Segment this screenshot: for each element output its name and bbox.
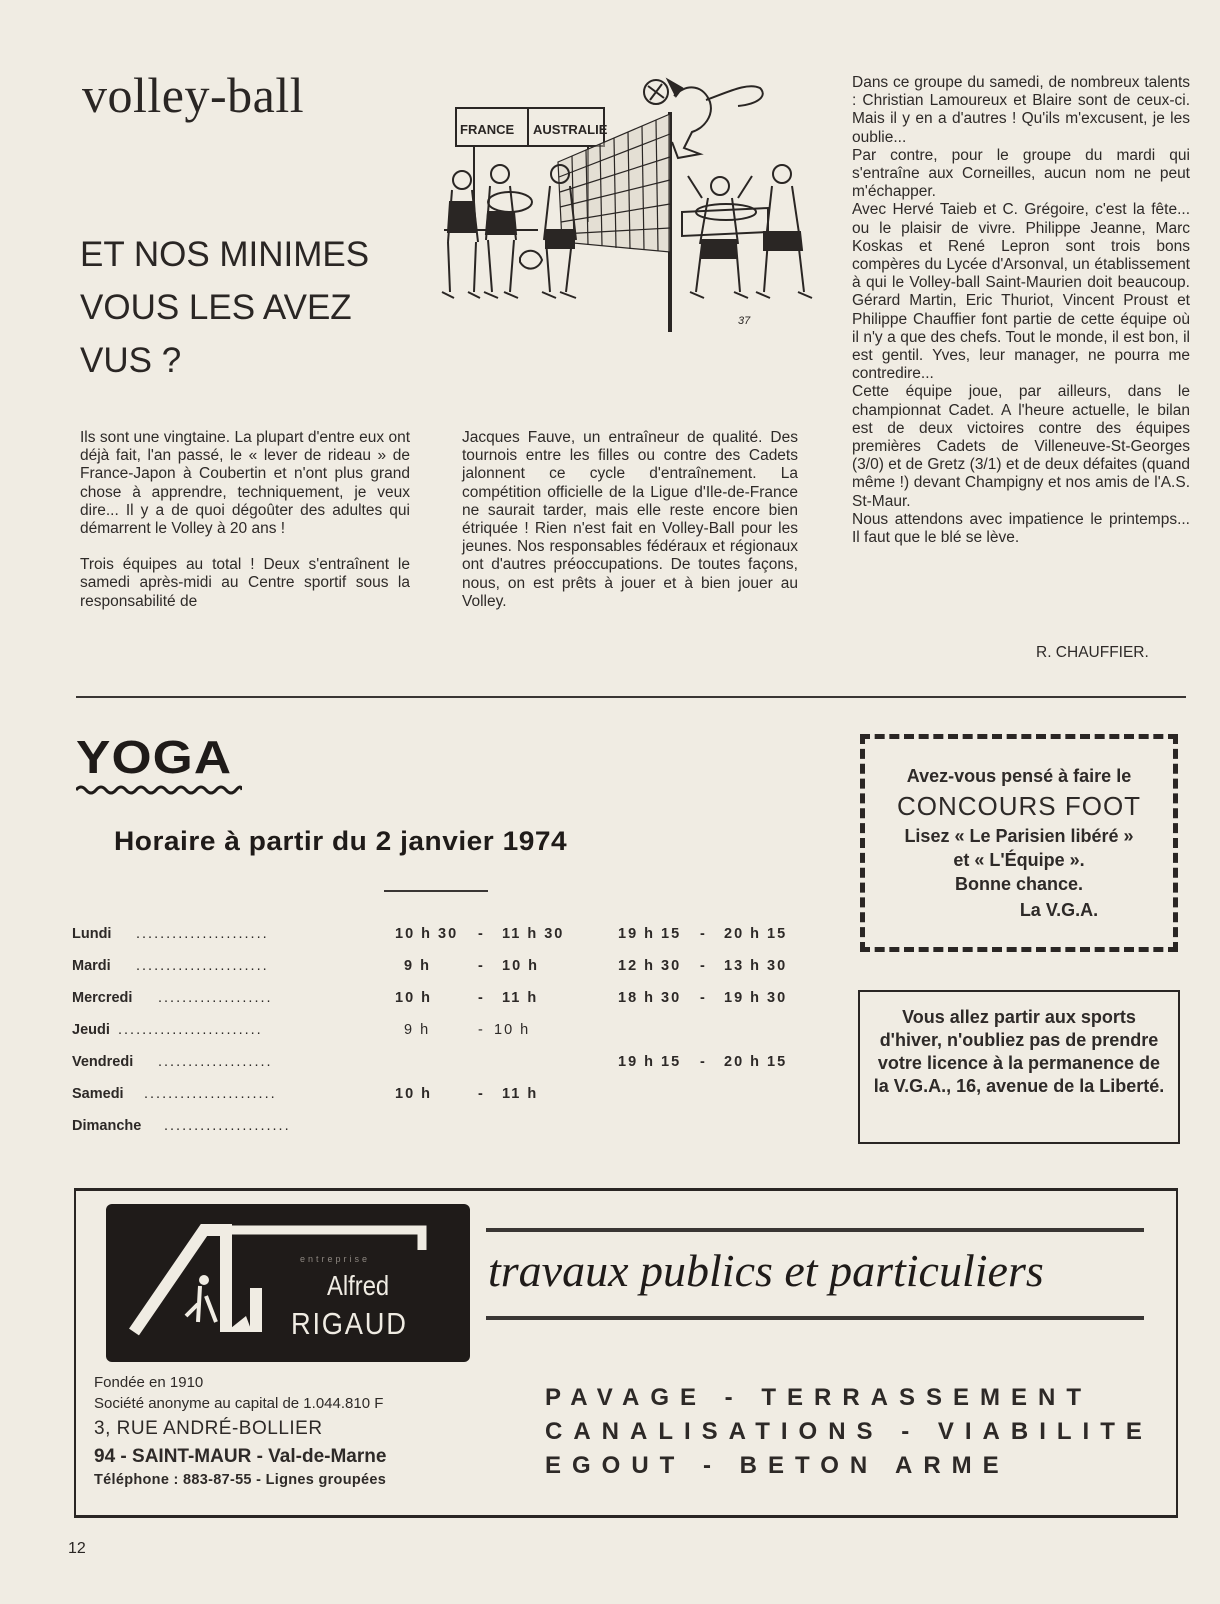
cartoon-signature: 37: [738, 315, 751, 327]
wavy-underline: [76, 784, 242, 796]
schedule-row: [72, 958, 832, 986]
author-signature: R. CHAUFFIER.: [1036, 644, 1149, 661]
schedule-row: [72, 1022, 832, 1050]
schedule-end-1: 11 h: [502, 990, 539, 1006]
schedule-dash-1: -: [478, 958, 483, 974]
schedule-day: Mardi: [72, 958, 111, 974]
sports-box-text: Vous allez partir aux sports d'hiver, n'oubliez pas de prendre votre licence à la permanence de la V.G.A., 16, avenue de la Liberté.: [873, 1007, 1165, 1096]
tagline-rule-top: [486, 1228, 1144, 1232]
schedule-dots: ...................: [158, 1054, 273, 1070]
schedule-end-1: 11 h: [502, 1086, 539, 1102]
schedule-dots: ......................: [136, 958, 269, 974]
schedule-end-2: 13 h 30: [724, 958, 788, 974]
concours-line-1: Avez-vous pensé à faire le: [906, 766, 1132, 786]
article-column-2: [462, 429, 798, 611]
schedule-start-1: 10 h 30: [395, 926, 459, 942]
schedule-dash-2: -: [700, 958, 705, 974]
schedule-row: [72, 990, 832, 1018]
schedule-row: [72, 1054, 832, 1082]
concours-line-2: CONCOURS FOOT: [896, 791, 1142, 821]
schedule-end-2: 20 h 15: [724, 1054, 788, 1070]
players-right: [682, 165, 812, 298]
schedule-day: Jeudi: [72, 1022, 110, 1038]
schedule-dash-2: -: [700, 926, 705, 942]
page-number: 12: [68, 1540, 86, 1557]
tagline: travaux publics et particuliers: [488, 1245, 1044, 1296]
schedule-start-1: 9 h: [404, 958, 431, 974]
headline: ET NOS MINIMES VOUS LES AVEZ VUS ?: [80, 235, 370, 380]
schedule-day: Mercredi: [72, 990, 133, 1006]
logo-small-text: entreprise: [300, 1254, 371, 1264]
article-column-1: [80, 429, 410, 611]
schedule-dots: ...................: [158, 990, 273, 1006]
schedule-start-1: 9 h: [404, 1022, 431, 1038]
schedule-dash-1: -: [478, 926, 483, 942]
phone-text: Téléphone : 883-87-55 - Lignes groupées: [94, 1472, 387, 1488]
logo-emblem-icon: [106, 1204, 470, 1362]
schedule-dash-1: -: [478, 1086, 483, 1102]
concours-line-3: Lisez « Le Parisien libéré »: [904, 826, 1134, 846]
schedule-end-1: 10 h: [502, 958, 540, 974]
schedule-day: Samedi: [72, 1086, 124, 1102]
schedule-dots: .....................: [164, 1118, 291, 1134]
section-title: volley-ball: [82, 67, 305, 123]
col3-text: Dans ce groupe du samedi, de nombreux talents : Christian Lamoureux et Blaire sont de ceux-ci. Mais il y en a d'autres ! Qu'ils m'excusent, je les oublie... Par contre, pour le groupe du mardi qui s'entraîne aux Corneilles, aucun nom ne peut m'échapper. Avec Hervé Taieb et C. Grégoire, c'est la fête... ou le plaisir de vivre. Philippe Jeanne, Marc Koskas et René Lepron sont trois bons compères du Lycée d'Arsonval, un établissement à qui le Volley-ball Saint-Maurien doit beaucoup. Gérard Martin, Eric Thuriot, Vincent Proust et Philippe Chauffier font partie de cette équipe où il n'y a que des chefs. Tout le monde, il est bon, il est gentil. Yves, leur manager, ne pourra me contredire... Cette équipe joue, par ailleurs, dans le championnat Cadet. A l'heure actuelle, le bilan est de deux victoires contre des équipes premières Cadets de Villeneuve-St-Georges (3/0) et de Gretz (3/1) et de deux défaites (quand même !) devant Champigny et nos amis de l'A.S. St-Maur. Nous attendons avec impatience le printemps... Il faut que le blé se lève.: [852, 74, 1190, 547]
schedule-dash-2: -: [700, 990, 705, 1006]
schedule-start-2: 12 h 30: [618, 958, 682, 974]
schedule-end-2: 20 h 15: [724, 926, 788, 942]
schedule-dots: ......................: [136, 926, 269, 942]
col1-paragraph-1: Ils sont une vingtaine. La plupart d'entre eux ont déjà fait, l'an passé, le « lever de rideau » de France-Japon à Coubertin et n'ont plus grand chose à apprendre, techniquement, je veux dire... Il y a de quoi dégoûter des adultes qui démarrent le Volley à 20 ans !: [80, 429, 410, 538]
concours-box-text: [866, 764, 1172, 924]
schedule-day: Dimanche: [72, 1118, 142, 1134]
schedule-dash-2: -: [700, 1054, 705, 1070]
capital-text: Société anonyme au capital de 1.044.810 F: [94, 1395, 384, 1412]
logo-name-first: Alfred: [327, 1270, 390, 1301]
schedule-end-1: 10 h: [494, 1022, 531, 1038]
col1-paragraph-2: Trois équipes au total ! Deux s'entraînent le samedi après-midi au Centre sportif sous la responsabilité de: [80, 556, 410, 610]
schedule-dash-1: -: [478, 1022, 483, 1038]
volleyball-cartoon: [438, 62, 830, 344]
founded-text: Fondée en 1910: [94, 1374, 204, 1391]
schedule-row: [72, 1086, 832, 1114]
schedule-start-2: 19 h 15: [618, 1054, 682, 1070]
players-left: [442, 165, 576, 298]
schedule-start-1: 10 h: [395, 1086, 433, 1102]
subtitle-rule: [384, 890, 488, 892]
schedule-start-2: 18 h 30: [618, 990, 682, 1006]
schedule-dash-1: -: [478, 990, 483, 1006]
schedule-start-2: 19 h 15: [618, 926, 682, 942]
section-divider: [76, 696, 1186, 698]
schedule-day: Lundi: [72, 926, 112, 942]
article-column-3: [852, 74, 1190, 547]
col2-paragraph-1: Jacques Fauve, un entraîneur de qualité. Des tournois entre les filles ou contre des Cadets jalonnent ce cycle d'entraînement. La compétition officielle de la Ligue d'Ile-de-France ne saurait tarder, mais elle reste encore bien étriquée ! Rien n'est fait en Volley-Ball pour les jeunes. Nos responsables fédéraux et régionaux ont d'autres préoccupations. De toutes façons, nous, on est prêts à jouer et à bien jouer au Volley.: [462, 429, 798, 610]
services-line-2: CANALISATIONS - VIABILITE: [545, 1418, 1153, 1445]
concours-line-5: Bonne chance.: [954, 874, 1084, 894]
schedule-day: Vendredi: [72, 1054, 134, 1070]
logo-name-last: RIGAUD: [291, 1306, 408, 1341]
schedule-row: [72, 926, 832, 954]
schedule-start-1: 10 h: [395, 990, 433, 1006]
schedule-row: [72, 1118, 832, 1146]
services-line-1: PAVAGE - TERRASSEMENT: [545, 1384, 1093, 1411]
services-line-3: EGOUT - BETON ARME: [545, 1452, 1010, 1479]
schedule-dots: ........................: [118, 1022, 263, 1038]
schedule-end-1: 11 h 30: [502, 926, 565, 942]
schedule-dots: ......................: [144, 1086, 277, 1102]
sign-left-label: FRANCE: [460, 122, 515, 137]
street-address: 3, RUE ANDRÉ-BOLLIER: [94, 1418, 323, 1439]
sign-right-label: AUSTRALIE: [533, 122, 608, 137]
city-address: 94 - SAINT-MAUR - Val-de-Marne: [94, 1446, 387, 1467]
tagline-rule-bottom: [486, 1316, 1144, 1320]
concours-line-4: et « L'Équipe ».: [953, 850, 1085, 870]
concours-line-6: La V.G.A.: [1019, 900, 1099, 920]
yoga-title: YOGA: [76, 731, 233, 783]
schedule-end-2: 19 h 30: [724, 990, 788, 1006]
yoga-subtitle: Horaire à partir du 2 janvier 1974: [114, 826, 568, 856]
